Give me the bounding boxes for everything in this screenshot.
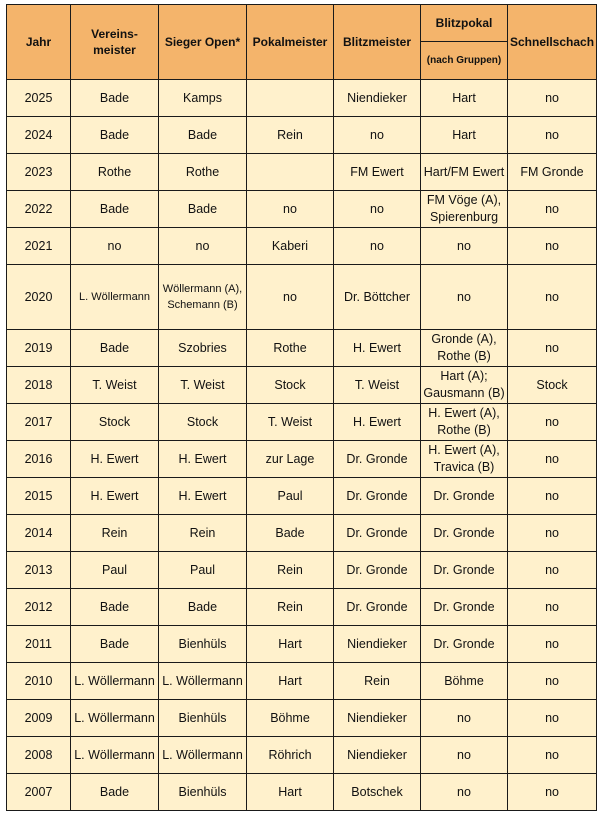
cell-schnellschach: FM Gronde bbox=[508, 154, 597, 191]
cell-blitzmeister: Rein bbox=[334, 663, 421, 700]
cell-blitzmeister: Dr. Böttcher bbox=[334, 265, 421, 330]
cell-blitzmeister: Botschek bbox=[334, 774, 421, 811]
cell-blitzpokal: Gronde (A), Rothe (B) bbox=[421, 330, 508, 367]
cell-blitzpokal: Böhme bbox=[421, 663, 508, 700]
cell-sieger-open: H. Ewert bbox=[159, 441, 247, 478]
cell-vereinsmeister: Bade bbox=[71, 626, 159, 663]
cell-sieger-open: no bbox=[159, 228, 247, 265]
cell-blitzpokal: no bbox=[421, 737, 508, 774]
cell-sieger-open: Bade bbox=[159, 117, 247, 154]
cell-pokalmeister: Stock bbox=[247, 367, 334, 404]
cell-jahr: 2009 bbox=[7, 700, 71, 737]
cell-schnellschach: no bbox=[508, 663, 597, 700]
cell-vereinsmeister: Bade bbox=[71, 589, 159, 626]
header-blitzpokal: Blitzpokal bbox=[421, 5, 508, 42]
cell-pokalmeister: Paul bbox=[247, 478, 334, 515]
cell-pokalmeister: T. Weist bbox=[247, 404, 334, 441]
cell-vereinsmeister: H. Ewert bbox=[71, 441, 159, 478]
cell-vereinsmeister: L. Wöllermann bbox=[71, 663, 159, 700]
cell-blitzmeister: Niendieker bbox=[334, 626, 421, 663]
cell-jahr: 2010 bbox=[7, 663, 71, 700]
table-row bbox=[7, 515, 597, 552]
cell-pokalmeister: zur Lage bbox=[247, 441, 334, 478]
cell-blitzpokal: no bbox=[421, 700, 508, 737]
cell-pokalmeister bbox=[247, 80, 334, 117]
cell-blitzmeister: Dr. Gronde bbox=[334, 478, 421, 515]
cell-vereinsmeister: T. Weist bbox=[71, 367, 159, 404]
table-header bbox=[7, 5, 597, 80]
cell-vereinsmeister: L. Wöllermann bbox=[71, 265, 159, 330]
cell-pokalmeister: Rein bbox=[247, 552, 334, 589]
table-row bbox=[7, 737, 597, 774]
header-schnellschach: Schnellschach bbox=[508, 5, 597, 80]
cell-vereinsmeister: Bade bbox=[71, 117, 159, 154]
cell-schnellschach: no bbox=[508, 737, 597, 774]
header-vereinsmeister: Vereins-meister bbox=[71, 5, 159, 80]
table-row bbox=[7, 441, 597, 478]
cell-jahr: 2007 bbox=[7, 774, 71, 811]
cell-pokalmeister: no bbox=[247, 265, 334, 330]
cell-pokalmeister: Rein bbox=[247, 117, 334, 154]
cell-schnellschach: no bbox=[508, 626, 597, 663]
table-row bbox=[7, 228, 597, 265]
cell-pokalmeister: Böhme bbox=[247, 700, 334, 737]
table-row bbox=[7, 265, 597, 330]
cell-pokalmeister: Rein bbox=[247, 589, 334, 626]
cell-blitzmeister: T. Weist bbox=[334, 367, 421, 404]
cell-schnellschach: no bbox=[508, 330, 597, 367]
cell-blitzpokal: Hart/FM Ewert bbox=[421, 154, 508, 191]
cell-blitzpokal: H. Ewert (A), Rothe (B) bbox=[421, 404, 508, 441]
cell-schnellschach: no bbox=[508, 80, 597, 117]
cell-jahr: 2008 bbox=[7, 737, 71, 774]
cell-jahr: 2023 bbox=[7, 154, 71, 191]
cell-sieger-open: Paul bbox=[159, 552, 247, 589]
cell-vereinsmeister: Bade bbox=[71, 191, 159, 228]
table-row bbox=[7, 191, 597, 228]
cell-pokalmeister: Hart bbox=[247, 663, 334, 700]
header-sieger-open: Sieger Open* bbox=[159, 5, 247, 80]
cell-schnellschach: no bbox=[508, 589, 597, 626]
cell-jahr: 2022 bbox=[7, 191, 71, 228]
table-row bbox=[7, 154, 597, 191]
table-row bbox=[7, 117, 597, 154]
cell-blitzmeister: no bbox=[334, 191, 421, 228]
cell-pokalmeister: Rothe bbox=[247, 330, 334, 367]
cell-blitzmeister: Niendieker bbox=[334, 737, 421, 774]
cell-schnellschach: no bbox=[508, 515, 597, 552]
cell-jahr: 2025 bbox=[7, 80, 71, 117]
cell-sieger-open: H. Ewert bbox=[159, 478, 247, 515]
cell-schnellschach: no bbox=[508, 404, 597, 441]
table-row bbox=[7, 80, 597, 117]
cell-vereinsmeister: Rothe bbox=[71, 154, 159, 191]
table-row bbox=[7, 774, 597, 811]
cell-jahr: 2024 bbox=[7, 117, 71, 154]
cell-blitzmeister: H. Ewert bbox=[334, 404, 421, 441]
cell-vereinsmeister: L. Wöllermann bbox=[71, 737, 159, 774]
cell-blitzmeister: no bbox=[334, 228, 421, 265]
cell-vereinsmeister: Bade bbox=[71, 774, 159, 811]
table-row bbox=[7, 663, 597, 700]
cell-blitzmeister: H. Ewert bbox=[334, 330, 421, 367]
cell-blitzmeister: Niendieker bbox=[334, 80, 421, 117]
table-body bbox=[7, 80, 597, 811]
cell-sieger-open: T. Weist bbox=[159, 367, 247, 404]
table-row bbox=[7, 626, 597, 663]
cell-schnellschach: Stock bbox=[508, 367, 597, 404]
cell-blitzpokal: Dr. Gronde bbox=[421, 626, 508, 663]
cell-sieger-open: L. Wöllermann bbox=[159, 663, 247, 700]
cell-sieger-open: Bade bbox=[159, 191, 247, 228]
cell-pokalmeister: Hart bbox=[247, 626, 334, 663]
cell-jahr: 2018 bbox=[7, 367, 71, 404]
cell-vereinsmeister: H. Ewert bbox=[71, 478, 159, 515]
cell-pokalmeister: no bbox=[247, 191, 334, 228]
cell-sieger-open: Rein bbox=[159, 515, 247, 552]
cell-jahr: 2017 bbox=[7, 404, 71, 441]
cell-blitzmeister: no bbox=[334, 117, 421, 154]
cell-sieger-open: Stock bbox=[159, 404, 247, 441]
cell-schnellschach: no bbox=[508, 700, 597, 737]
cell-blitzpokal: Hart (A); Gausmann (B) bbox=[421, 367, 508, 404]
cell-blitzpokal: Hart bbox=[421, 117, 508, 154]
table-row bbox=[7, 330, 597, 367]
cell-sieger-open: Bienhüls bbox=[159, 774, 247, 811]
cell-vereinsmeister: Bade bbox=[71, 80, 159, 117]
cell-blitzmeister: FM Ewert bbox=[334, 154, 421, 191]
cell-jahr: 2016 bbox=[7, 441, 71, 478]
table-row bbox=[7, 478, 597, 515]
cell-blitzpokal: Dr. Gronde bbox=[421, 589, 508, 626]
cell-blitzpokal: no bbox=[421, 265, 508, 330]
cell-schnellschach: no bbox=[508, 117, 597, 154]
cell-schnellschach: no bbox=[508, 265, 597, 330]
table-row bbox=[7, 589, 597, 626]
cell-pokalmeister: Röhrich bbox=[247, 737, 334, 774]
cell-vereinsmeister: Stock bbox=[71, 404, 159, 441]
cell-sieger-open: Wöllermann (A), Schemann (B) bbox=[159, 265, 247, 330]
cell-sieger-open: Szobries bbox=[159, 330, 247, 367]
cell-schnellschach: no bbox=[508, 774, 597, 811]
cell-jahr: 2013 bbox=[7, 552, 71, 589]
cell-jahr: 2012 bbox=[7, 589, 71, 626]
header-jahr: Jahr bbox=[7, 5, 71, 80]
header-blitzpokal-sub: (nach Gruppen) bbox=[421, 42, 508, 80]
cell-jahr: 2020 bbox=[7, 265, 71, 330]
cell-pokalmeister: Bade bbox=[247, 515, 334, 552]
cell-sieger-open: L. Wöllermann bbox=[159, 737, 247, 774]
cell-vereinsmeister: Paul bbox=[71, 552, 159, 589]
cell-sieger-open: Kamps bbox=[159, 80, 247, 117]
cell-vereinsmeister: no bbox=[71, 228, 159, 265]
cell-blitzmeister: Dr. Gronde bbox=[334, 515, 421, 552]
cell-vereinsmeister: L. Wöllermann bbox=[71, 700, 159, 737]
cell-sieger-open: Bade bbox=[159, 589, 247, 626]
table-row bbox=[7, 404, 597, 441]
cell-vereinsmeister: Bade bbox=[71, 330, 159, 367]
cell-pokalmeister: Kaberi bbox=[247, 228, 334, 265]
cell-jahr: 2019 bbox=[7, 330, 71, 367]
cell-jahr: 2011 bbox=[7, 626, 71, 663]
table-row bbox=[7, 700, 597, 737]
cell-sieger-open: Rothe bbox=[159, 154, 247, 191]
cell-blitzpokal: Dr. Gronde bbox=[421, 552, 508, 589]
cell-sieger-open: Bienhüls bbox=[159, 700, 247, 737]
cell-schnellschach: no bbox=[508, 228, 597, 265]
cell-jahr: 2021 bbox=[7, 228, 71, 265]
cell-blitzmeister: Dr. Gronde bbox=[334, 552, 421, 589]
cell-blitzmeister: Dr. Gronde bbox=[334, 441, 421, 478]
cell-sieger-open: Bienhüls bbox=[159, 626, 247, 663]
cell-blitzpokal: Dr. Gronde bbox=[421, 515, 508, 552]
cell-blitzpokal: no bbox=[421, 228, 508, 265]
cell-jahr: 2015 bbox=[7, 478, 71, 515]
cell-blitzpokal: FM Vöge (A), Spierenburg bbox=[421, 191, 508, 228]
table-row bbox=[7, 552, 597, 589]
cell-schnellschach: no bbox=[508, 441, 597, 478]
cell-vereinsmeister: Rein bbox=[71, 515, 159, 552]
cell-blitzmeister: Dr. Gronde bbox=[334, 589, 421, 626]
table-row bbox=[7, 367, 597, 404]
champions-table-container bbox=[6, 4, 597, 811]
champions-table bbox=[6, 4, 597, 811]
header-pokalmeister: Pokalmeister bbox=[247, 5, 334, 80]
cell-pokalmeister: Hart bbox=[247, 774, 334, 811]
cell-pokalmeister bbox=[247, 154, 334, 191]
cell-blitzpokal: Hart bbox=[421, 80, 508, 117]
cell-jahr: 2014 bbox=[7, 515, 71, 552]
cell-blitzpokal: no bbox=[421, 774, 508, 811]
cell-blitzpokal: Dr. Gronde bbox=[421, 478, 508, 515]
cell-blitzmeister: Niendieker bbox=[334, 700, 421, 737]
cell-blitzpokal: H. Ewert (A), Travica (B) bbox=[421, 441, 508, 478]
cell-schnellschach: no bbox=[508, 552, 597, 589]
header-blitzmeister: Blitzmeister bbox=[334, 5, 421, 80]
cell-schnellschach: no bbox=[508, 478, 597, 515]
cell-schnellschach: no bbox=[508, 191, 597, 228]
